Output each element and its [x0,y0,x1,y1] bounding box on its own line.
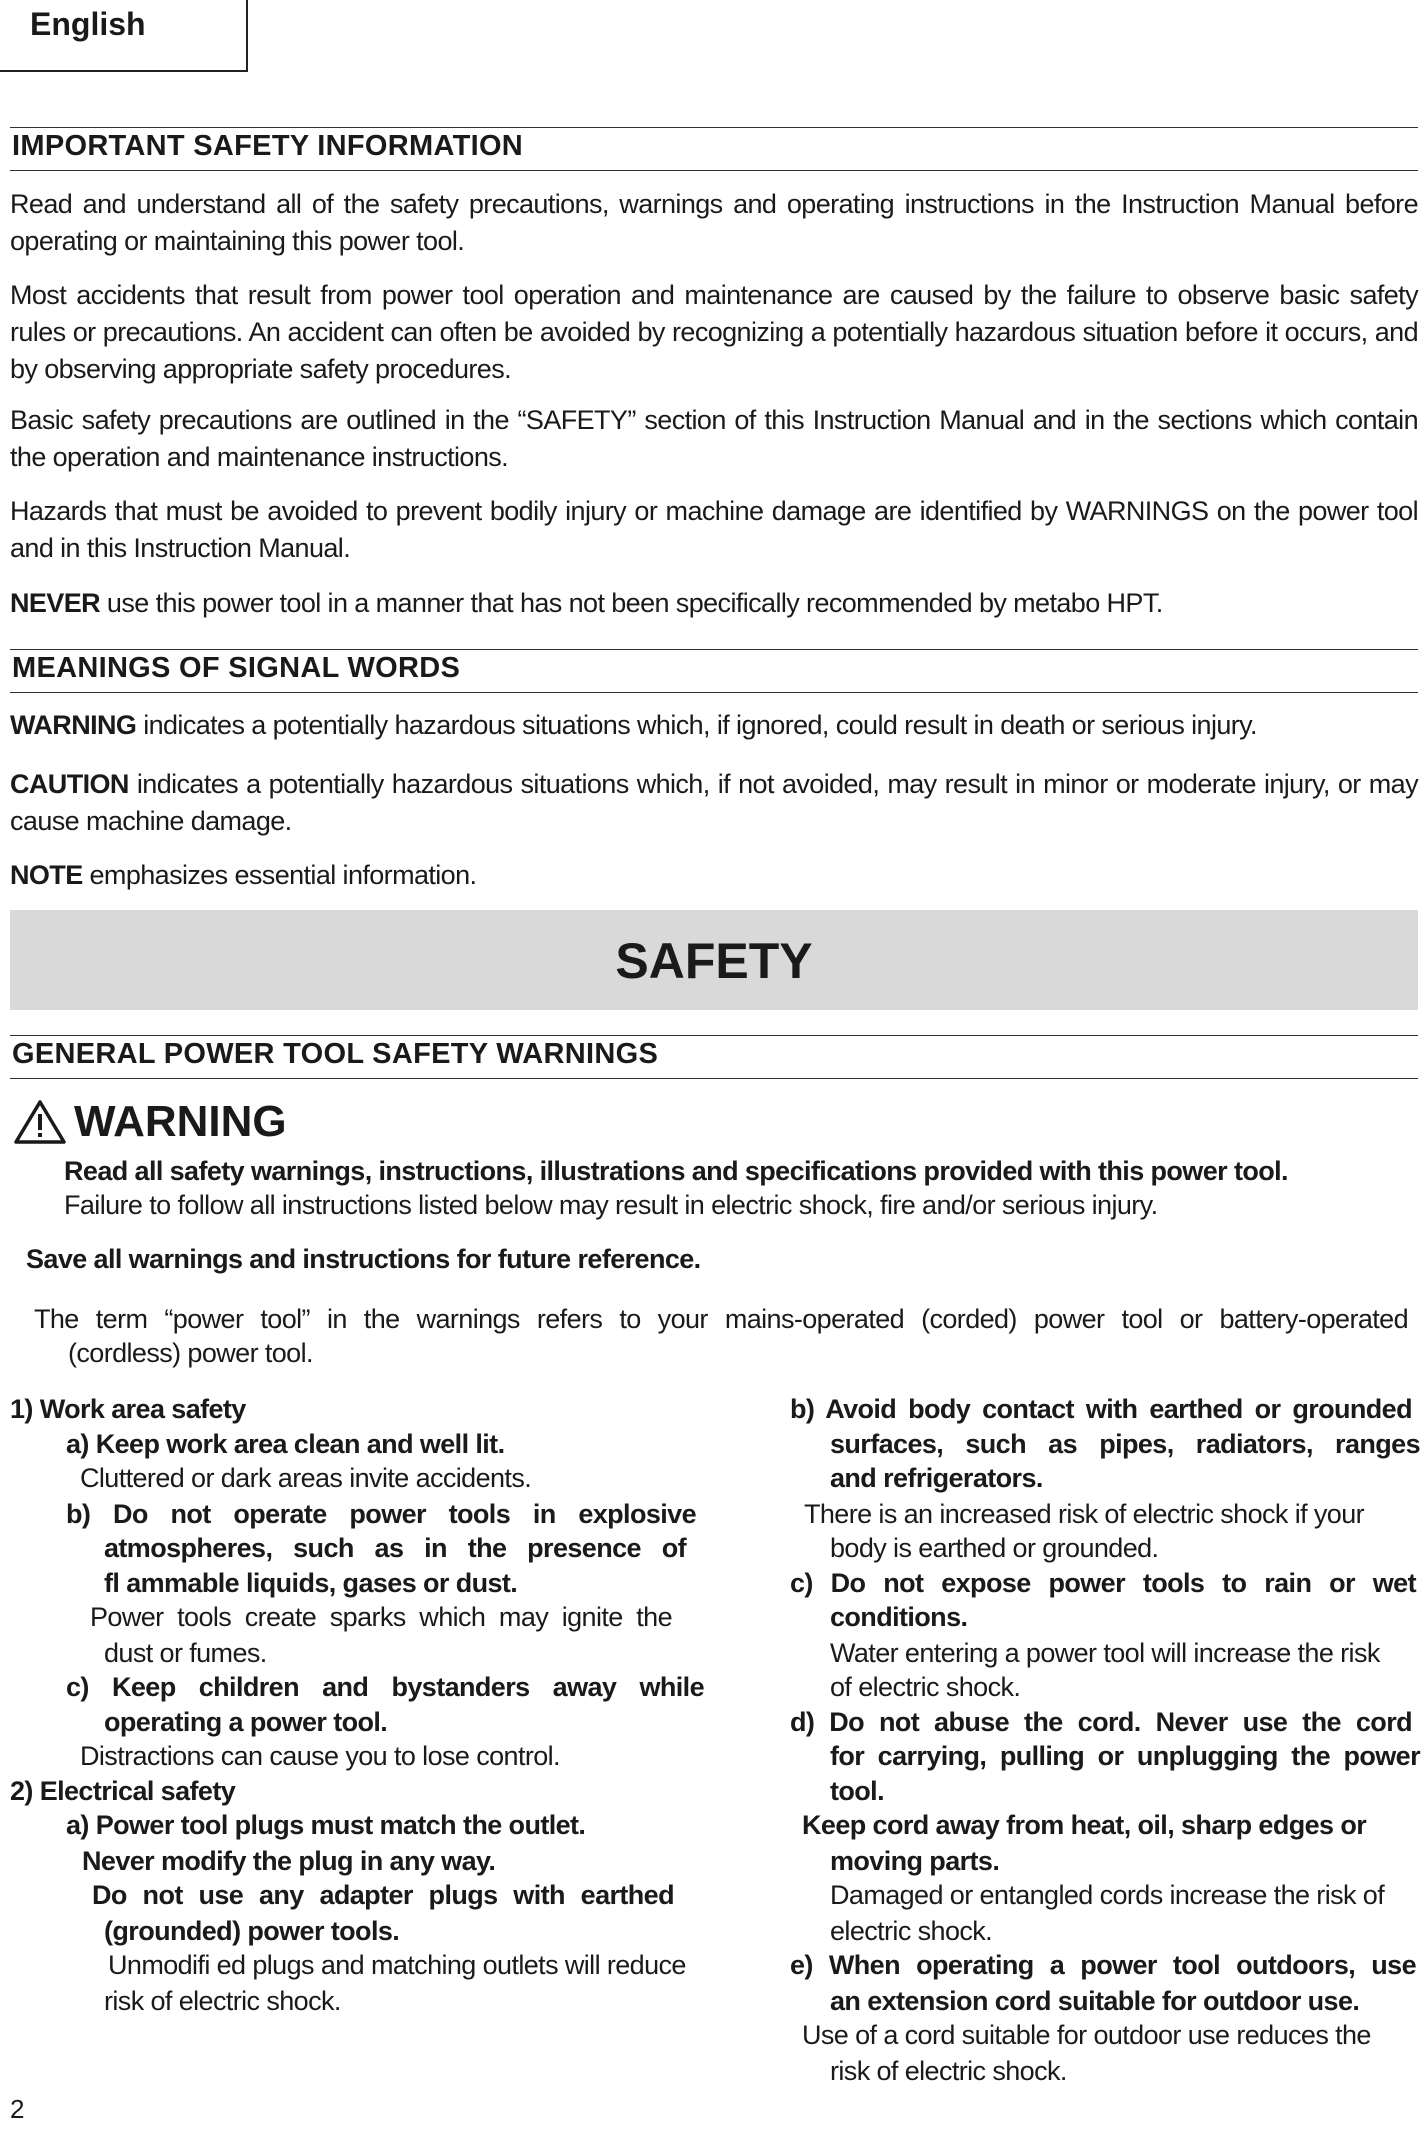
page-number: 2 [10,2094,25,2124]
item-rc-text-line1: Water entering a power tool will increase the risk [830,1638,1380,1668]
warning-title-text: WARNING [74,1097,287,1146]
signal-words-heading-text: MEANINGS OF SIGNAL WORDS [12,652,461,684]
language-tab [0,0,248,72]
never-keyword: NEVER [10,588,101,618]
electrical-safety-title: 2) Electrical safety [10,1776,236,1806]
safety-banner-text: SAFETY [615,933,813,989]
item-c-text: Distractions can cause you to lose control. [80,1741,560,1771]
term-definition-line2: (cordless) power tool. [68,1338,313,1368]
warning-triangle-icon [14,1099,66,1145]
failure-statement: Failure to follow all instructions listed below may result in electric shock, fire and/or serious injury. [64,1190,1158,1220]
item-2a-title-line4: (grounded) power tools. [104,1916,400,1946]
item-rd-text-line1: Damaged or entangled cords increase the risk of [830,1880,1385,1910]
save-all-warnings: Save all warnings and instructions for future reference. [26,1244,701,1274]
safety-banner [10,910,1418,1010]
item-re-title-line2: an extension cord suitable for outdoor use. [830,1986,1360,2016]
warning-definition [10,707,1418,744]
signal-words-heading [10,649,1418,693]
item-b-text-line1: Power tools create sparks which may ignite the [90,1602,672,1632]
important-safety-heading-text: IMPORTANT SAFETY INFORMATION [12,130,524,162]
caution-keyword: CAUTION [10,769,129,799]
note-definition-text: emphasizes essential information. [82,860,477,890]
intro-paragraph-1: Read and understand all of the safety precautions, warnings and operating instructions in the Instruction Manual before operating or maintaining this power tool. [10,189,1418,256]
note-definition [10,857,1418,894]
item-rd-title-line1: d) Do not abuse the cord. Never use the cord [790,1707,1412,1737]
item-c-title-line1: c) Keep children and bystanders away while [66,1672,704,1702]
item-2a-title-line2: Never modify the plug in any way. [82,1846,496,1876]
item-2a-title-line1: a) Power tool plugs must match the outlet. [66,1810,586,1840]
item-c-title-line2: operating a power tool. [104,1707,388,1737]
important-safety-heading [10,127,1418,171]
item-rc-text-line2: of electric shock. [830,1672,1021,1702]
never-text: use this power tool in a manner that has not been specifically recommended by metabo HPT. [100,588,1163,618]
intro-paragraph-3: Basic safety precautions are outlined in the “SAFETY” section of this Instruction Manual and in the sections which contain the operation and maintenance instructions. [10,405,1418,472]
item-2a-text-line2: risk of electric shock. [104,1986,341,2016]
general-warnings-heading [10,1035,1418,1079]
item-2a-title-line3: Do not use any adapter plugs with earthed [92,1880,674,1910]
item-2a-text-line1: Unmodifi ed plugs and matching outlets will reduce [108,1950,686,1980]
warning-title [14,1092,287,1152]
item-rd-title-line3: tool. [830,1776,884,1806]
item-a-title: a) Keep work area clean and well lit. [66,1429,505,1459]
item-re-text-line2: risk of electric shock. [830,2056,1067,2086]
language-label: English [30,6,146,42]
item-rd-title-line4: Keep cord away from heat, oil, sharp edges or [802,1810,1367,1840]
warning-definition-text: indicates a potentially hazardous situations which, if ignored, could result in death or serious injury. [136,710,1257,740]
item-rb-title-line2: surfaces, such as pipes, radiators, ranges [830,1429,1420,1459]
item-a-text: Cluttered or dark areas invite accidents. [80,1463,532,1493]
item-rb-text-line1: There is an increased risk of electric shock if your [804,1499,1365,1529]
item-rc-title-line1: c) Do not expose power tools to rain or wet [790,1568,1416,1598]
item-re-text-line1: Use of a cord suitable for outdoor use reduces the [802,2020,1371,2050]
warning-keyword: WARNING [10,710,137,740]
general-warnings-heading-text: GENERAL POWER TOOL SAFETY WARNINGS [12,1038,659,1070]
work-area-safety-title: 1) Work area safety [10,1394,246,1424]
item-rd-title-line5: moving parts. [830,1846,1000,1876]
item-rd-text-line2: electric shock. [830,1916,993,1946]
item-b-title-line3: fl ammable liquids, gases or dust. [104,1568,518,1598]
item-b-text-line2: dust or fumes. [104,1638,267,1668]
item-rc-title-line2: conditions. [830,1602,968,1632]
caution-definition-text: indicates a potentially hazardous situations which, if not avoided, may result in minor or moderate injury, or may cause machine damage. [10,769,1418,836]
item-rb-title-line1: b) Avoid body contact with earthed or grounded [790,1394,1412,1424]
item-b-title-line1: b) Do not operate power tools in explosive [66,1499,696,1529]
caution-definition [10,766,1418,840]
intro-paragraph-2: Most accidents that result from power tool operation and maintenance are caused by the failure to observe basic safety rules or precautions. An accident can often be avoided by recognizing a potentially hazardous situation before it occurs, and by observing appropriate safety procedures. [10,280,1418,384]
item-rd-title-line2: for carrying, pulling or unplugging the power [830,1741,1420,1771]
intro-paragraph-4: Hazards that must be avoided to prevent bodily injury or machine damage are identified by WARNINGS on the power tool and in this Instruction Manual. [10,496,1418,563]
intro-paragraph-5 [10,585,1418,622]
note-keyword: NOTE [10,860,83,890]
item-b-title-line2: atmospheres, such as in the presence of [104,1533,686,1563]
item-rb-text-line2: body is earthed or grounded. [830,1533,1159,1563]
item-rb-title-line3: and refrigerators. [830,1463,1043,1493]
term-definition-line1: The term “power tool” in the warnings refers to your mains-operated (corded) power tool or battery-operated [34,1304,1408,1334]
item-re-title-line1: e) When operating a power tool outdoors, use [790,1950,1416,1980]
read-all-warnings: Read all safety warnings, instructions, illustrations and specifications provided with this power tool. [64,1156,1288,1186]
